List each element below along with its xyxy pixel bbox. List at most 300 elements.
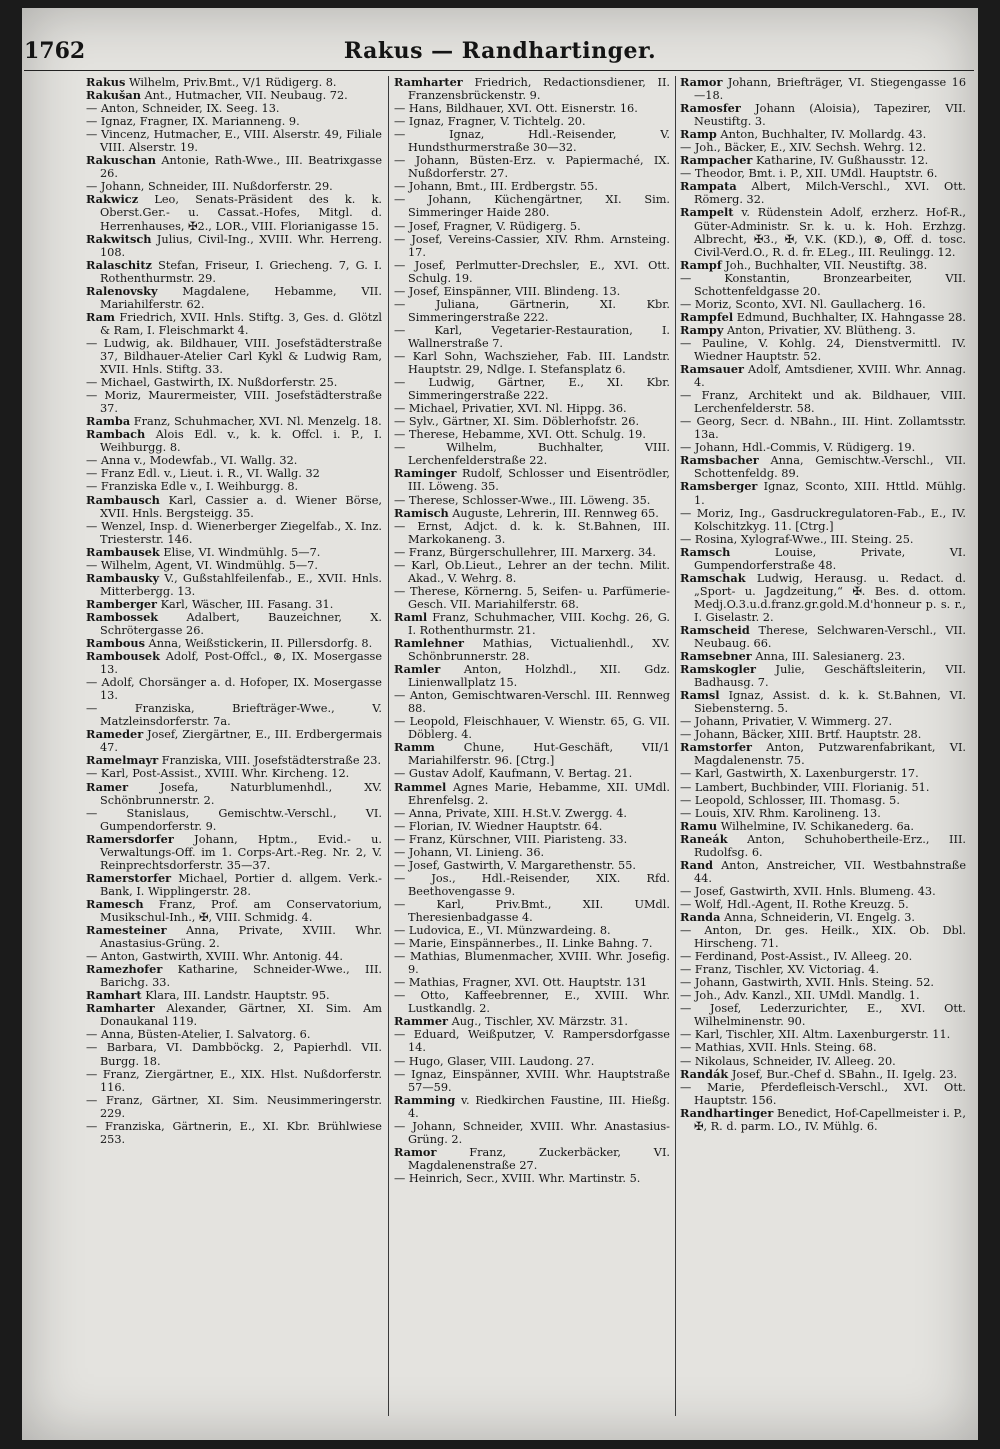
entry-surname: Rambach (86, 427, 146, 442)
directory-entry (680, 337, 966, 363)
entry-details: Rudolf, Schlosser und Eisentrödler, III. Löweng. 35. (408, 467, 670, 494)
entry-surname: Randhartinger (680, 1105, 774, 1120)
entry-details: Ant., Hutmacher, VII. Neubaug. 72. (144, 89, 348, 103)
entry-details: Julie, Geschäftsleiterin, VII. Badhausg. 7. (694, 663, 966, 690)
entry-surname: Ramesteiner (86, 923, 167, 938)
entry-details: Anna, Gemischtw.-Verschl., VII. Schottenfeldg. 89. (694, 454, 966, 481)
directory-entry (86, 898, 382, 924)
entry-details: — Josef, Einspänner, VIII. Blindeng. 13. (394, 284, 621, 298)
directory-entry (86, 676, 382, 702)
entry-details: — Anton, Dr. ges. Heilk., XIX. Ob. Dbl. Hirscheng. 71. (680, 924, 966, 951)
entry-details: — Mathias, Fragner, XVI. Ott. Hauptstr. 131 (394, 976, 648, 990)
directory-entry (394, 76, 670, 102)
entry-surname: Raml (394, 609, 428, 624)
directory-entry (680, 689, 966, 715)
entry-details: Anton, Schuhobertheile-Erz., III. Rudolfsg. 6. (694, 832, 966, 859)
entry-details: — Jos., Hdl.-Reisender, XIX. Rfd. Beethovengasse 9. (394, 871, 670, 898)
directory-entry (394, 546, 670, 559)
entry-details: — Joh., Adv. Kanzl., XII. UMdl. Mandlg. 1. (680, 989, 920, 1003)
entry-details: — Franz Edl. v., Lieut. i. R., VI. Wallg. 32 (86, 467, 320, 481)
directory-entry (86, 259, 382, 285)
directory-entry (86, 128, 382, 154)
entry-details: Stefan, Friseur, I. Griecheng. 7, G. I. Rothenthurmstr. 29. (100, 258, 382, 285)
entry-details: — Michael, Privatier, XVI. Nl. Hippg. 36. (394, 402, 627, 416)
directory-entry (86, 115, 382, 128)
entry-details: Ludwig, Herausg. u. Redact. d. „Sport- u. Jagdzeitung,“ ✠. Bes. d. ottom. Medj.O.3.u.d.franz.gr.gold.M.d'honneur p. s. r., I. Giselastr. 2. (694, 571, 966, 624)
directory-entry (394, 220, 670, 233)
directory-entry (86, 767, 382, 780)
directory-entry (680, 272, 966, 298)
directory-entry (394, 781, 670, 807)
entry-surname: Raminger (394, 466, 457, 481)
entry-details: Katharine, IV. Gußhausstr. 12. (755, 154, 929, 168)
entry-details: Josef, Bur.-Chef d. SBahn., II. Igelg. 23. (731, 1067, 958, 1081)
directory-entry (680, 76, 966, 102)
entry-surname: Ramhart (86, 988, 142, 1003)
entry-details: Franz, Prof. am Conservatorium, Musikschul-Inh., ✠, VIII. Schmidg. 4. (100, 897, 382, 924)
directory-entry (394, 585, 670, 611)
directory-entry (680, 154, 966, 167)
directory-entry (394, 402, 670, 415)
entry-details: — Ignaz, Fragner, IX. Marianneng. 9. (86, 115, 300, 129)
directory-entry (394, 1068, 670, 1094)
entry-surname: Ramosfer (680, 101, 741, 116)
directory-entry (394, 807, 670, 820)
directory-entry (680, 546, 966, 572)
entry-details: — Vincenz, Hutmacher, E., VIII. Alserstr. 49, Filiale VIII. Alserstr. 19. (86, 128, 382, 155)
entry-details: — Marie, Einspännerbes., II. Linke Bahng. 7. (394, 937, 653, 951)
entry-details: — Franz, Ziergärtner, E., XIX. Hlst. Nußdorferstr. 116. (86, 1067, 382, 1094)
entry-details: Edmund, Buchhalter, IX. Hahngasse 28. (736, 310, 966, 324)
entry-details: — Karl, Post-Assist., XVIII. Whr. Kircheng. 12. (86, 767, 350, 781)
entry-details: Therese, Selchwaren-Verschl., VII. Neubaug. 66. (694, 623, 966, 651)
directory-entry (86, 154, 382, 180)
entry-details: — Franziska Edle v., I. Weihburgg. 8. (86, 480, 299, 494)
directory-entry (394, 259, 670, 285)
entry-details: — Adolf, Chorsänger a. d. Hofoper, IX. Mosergasse 13. (86, 676, 382, 703)
entry-surname: Rambossek (86, 609, 159, 624)
directory-entry (394, 976, 670, 989)
entry-details: — Ludwig, Gärtner, E., XI. Kbr. Simmeringerstraße 222. (394, 376, 670, 403)
entry-details: — Karl, Gastwirth, X. Laxenburgerstr. 17. (680, 767, 919, 781)
entry-details: — Karl, Tischler, XII. Altm. Laxenburgerstr. 11. (680, 1028, 951, 1042)
entry-details: — Wolf, Hdl.-Agent, II. Rothe Kreuzg. 5. (680, 897, 909, 911)
directory-entry (680, 128, 966, 141)
entry-details: Klara, III. Landstr. Hauptstr. 95. (145, 989, 330, 1003)
directory-entry (86, 781, 382, 807)
entry-details: — Therese, Hebamme, XVI. Ott. Schulg. 19. (394, 428, 646, 442)
entry-details: — Franz, Architekt und ak. Bildhauer, VIII. Lerchenfelderstr. 58. (680, 389, 966, 416)
directory-entry (86, 337, 382, 376)
entry-details: Alois Edl. v., k. k. Offcl. i. P., I. Weihburgg. 8. (100, 428, 382, 455)
directory-entry (680, 807, 966, 820)
directory-entry (394, 989, 670, 1015)
directory-entry (394, 298, 670, 324)
entry-details: Ignaz, Sconto, XIII. Httld. Mühlg. 1. (694, 480, 966, 507)
entry-surname: Ramler (394, 662, 441, 677)
entry-details: Anton, Privatier, XV. Blütheng. 3. (726, 323, 916, 337)
directory-entry (86, 494, 382, 520)
entry-details: — Franz, Gärtner, XI. Sim. Neusimmeringerstr. 229. (86, 1093, 382, 1120)
entry-details: Agnes Marie, Hebamme, XII. UMdl. Ehrenfelsg. 2. (408, 780, 670, 807)
entry-details: Magdalene, Hebamme, VII. Mariahilferstr. 62. (100, 284, 382, 311)
entry-details: Aug., Tischler, XV. Märzstr. 31. (451, 1015, 628, 1029)
entry-details: V., Gußstahlfeilenfab., E., XVII. Hnls. Mitterbergg. 13. (100, 571, 382, 598)
entry-details: — Anton, Gemischtwaren-Verschl. III. Rennweg 88. (394, 689, 670, 716)
directory-entry (86, 467, 382, 480)
directory-entry (394, 611, 670, 637)
entry-details: — Pauline, V. Kohlg. 24, Dienstvermittl. IV. Wiedner Hauptstr. 52. (680, 336, 966, 363)
directory-entry (394, 559, 670, 585)
directory-entry (680, 741, 966, 767)
entry-details: Johann, Hptm., Evid.- u. Verwaltungs-Off. im 1. Corps-Art.-Reg. Nr. 2, V. Reinprechtsdorferstr. 35—37. (100, 832, 382, 872)
entry-details: — Karl, Vegetarier-Restauration, I. Wallnerstraße 7. (394, 323, 670, 350)
entry-details: Anna, III. Salesianerg. 23. (755, 650, 906, 664)
entry-details: Wilhelm, Priv.Bmt., V/1 Rüdigerg. 8. (128, 76, 337, 89)
directory-entry (680, 715, 966, 728)
entry-details: — Nikolaus, Schneider, IV. Alleeg. 20. (680, 1054, 896, 1068)
entry-surname: Ramsbacher (680, 453, 759, 468)
directory-entry (680, 911, 966, 924)
entry-details: — Karl, Ob.Lieut., Lehrer an der techn. Milit. Akad., V. Wehrg. 8. (394, 558, 670, 585)
entry-surname: Ramesch (86, 896, 144, 911)
entry-surname: Ramskogler (680, 662, 756, 677)
directory-entry (394, 741, 670, 767)
directory-entry (394, 285, 670, 298)
entry-surname: Rakwitsch (86, 231, 152, 246)
entry-details: Anton, Putzwarenfabrikant, VI. Magdalenenstr. 75. (694, 741, 966, 768)
directory-entry (394, 1055, 670, 1068)
entry-details: Franz, Schuhmacher, XVI. Nl. Menzelg. 18. (133, 415, 382, 429)
entry-details: — Wilhelm, Buchhalter, VIII. Lerchenfelderstraße 22. (394, 441, 670, 468)
directory-entry (86, 1002, 382, 1028)
entry-details: — Lambert, Buchbinder, VIII. Florianig. 51. (680, 780, 930, 794)
entry-details: — Wenzel, Insp. d. Wienerberger Ziegelfab., X. Inz. Triesterstr. 146. (86, 519, 382, 546)
entry-details: v. Rüdenstein Adolf, erzherz. Hof-R., Güter-Administr. Sr. k. u. k. Hoh. Erzhzg. Albrecht, ✠3., ✠, V.K. (KD.), ⊛, Off. d. tosc. Civil-Verd.O., R. d. fr. ELeg., III. Reulingg. 12. (694, 206, 966, 259)
column-left (86, 76, 382, 1416)
entry-surname: Ramscheid (680, 622, 750, 637)
entry-surname: Rampfel (680, 309, 734, 324)
directory-entry (680, 480, 966, 506)
entry-details: Anna, Schneiderin, VI. Engelg. 3. (724, 911, 915, 924)
directory-entry (394, 350, 670, 376)
page-header (24, 38, 976, 68)
entry-surname: Randa (680, 910, 721, 924)
entry-details: — Mathias, Blumenmacher, XVIII. Whr. Josefig. 9. (394, 950, 670, 977)
directory-entry (394, 520, 670, 546)
entry-details: — Wilhelm, Agent, VI. Windmühlg. 5—7. (86, 558, 318, 572)
entry-details: — Moriz, Sconto, XVI. Nl. Gaullacherg. 16. (680, 297, 926, 311)
directory-entry (394, 1120, 670, 1146)
directory-entry (86, 1041, 382, 1067)
entry-details: — Marie, Pferdefleisch-Verschl., XVI. Ott. Hauptstr. 156. (680, 1080, 966, 1107)
directory-entry (680, 950, 966, 963)
entry-surname: Ramstorfer (680, 740, 752, 755)
entry-details: — Georg, Secr. d. NBahn., III. Hint. Zollamtsstr. 13a. (680, 415, 966, 442)
entry-details: — Moriz, Ing., Gasdruckregulatoren-Fab., E., IV. Kolschitzkyg. 11. [Ctrg.] (680, 506, 966, 533)
entry-details: Wilhelmine, IV. Schikanederg. 6a. (720, 819, 914, 833)
directory-entry (680, 415, 966, 441)
entry-details: — Franz, Kürschner, VIII. Piaristeng. 33. (394, 832, 628, 846)
entry-details: Leo, Senats-Präsident des k. k. Oberst.Ger.- u. Cassat.-Hofes, Mitgl. d. Herrenhauses, ✠2., LOR., VIII. Florianigasse 15. (100, 193, 382, 233)
entry-details: Julius, Civil-Ing., XVIII. Whr. Herreng. 108. (100, 232, 382, 259)
entry-details: — Johann, Küchengärtner, XI. Sim. Simmeringer Haide 280. (394, 193, 670, 220)
entry-details: Chune, Hut-Geschäft, VII/1 Mariahilferstr. 96. [Ctrg.] (408, 741, 670, 768)
entry-surname: Ramisch (394, 505, 449, 520)
entry-surname: Ramsauer (680, 362, 744, 377)
entry-details: Adalbert, Bauzeichner, X. Schrötergasse 26. (100, 610, 382, 637)
entry-surname: Ramsl (680, 688, 720, 703)
entry-surname: Rambausky (86, 570, 160, 585)
directory-entry (86, 454, 382, 467)
entry-details: — Hugo, Glaser, VIII. Laudong. 27. (394, 1054, 595, 1068)
entry-details: Anna, Weißstickerin, II. Pillersdorfg. 8. (148, 637, 373, 651)
directory-entry (86, 728, 382, 754)
directory-entry (394, 833, 670, 846)
directory-entry (680, 924, 966, 950)
directory-entry (86, 285, 382, 311)
entry-details: Friedrich, Redactionsdiener, II. Franzensbrückenstr. 9. (408, 76, 670, 103)
directory-entry (86, 754, 382, 767)
directory-entry (680, 898, 966, 911)
directory-entry (86, 872, 382, 898)
directory-entry (394, 872, 670, 898)
entry-surname: Ramor (394, 1144, 437, 1159)
entry-surname: Ramsebner (680, 649, 752, 664)
entry-details: Anton, Anstreicher, VII. Westbahnstraße 44. (694, 858, 966, 885)
directory-entry (394, 467, 670, 493)
entry-details: Karl, Cassier a. d. Wiener Börse, XVII. Hnls. Bergsteigg. 35. (100, 493, 382, 520)
entry-details: — Sylv., Gärtner, XI. Sim. Döblerhofstr. 26. (394, 415, 640, 429)
directory-entry (394, 1094, 670, 1120)
directory-entry (680, 389, 966, 415)
entry-details: — Barbara, VI. Dambböckg. 2, Papierhdl. VII. Burgg. 18. (86, 1041, 382, 1068)
entry-surname: Rampy (680, 322, 724, 337)
directory-entry (394, 507, 670, 520)
entry-details: — Anna v., Modewfab., VI. Wallg. 32. (86, 454, 298, 468)
directory-entry (680, 1002, 966, 1028)
entry-details: — Ferdinand, Post-Assist., IV. Alleeg. 20. (680, 950, 913, 964)
directory-entry (394, 846, 670, 859)
entry-details: Josefa, Naturblumenhdl., XV. Schönbrunnerstr. 2. (100, 780, 382, 807)
entry-details: — Theodor, Bmt. i. P., XII. UMdl. Hauptstr. 6. (680, 167, 938, 181)
directory-entry (86, 233, 382, 259)
entry-surname: Rakus (86, 76, 126, 89)
directory-entry (680, 572, 966, 624)
directory-entry (394, 180, 670, 193)
entry-surname: Ramsch (680, 544, 731, 559)
entry-details: — Karl, Priv.Bmt., XII. UMdl. Theresienbadgasse 4. (394, 897, 670, 924)
entry-details: — Anna, Private, XIII. H.St.V. Zwergg. 4. (394, 806, 627, 820)
entry-surname: Ramerstorfer (86, 870, 172, 885)
directory-entry (680, 259, 966, 272)
entry-details: — Anna, Büsten-Atelier, I. Salvatorg. 6. (86, 1028, 311, 1042)
entry-details: Mathias, Victualienhdl., XV. Schönbrunnerstr. 28. (408, 637, 670, 664)
directory-entry (680, 885, 966, 898)
directory-entry (394, 1028, 670, 1054)
directory-entry (394, 128, 670, 154)
directory-entry (394, 441, 670, 467)
entry-details: — Ignaz, Fragner, V. Tichtelg. 20. (394, 115, 586, 129)
entry-surname: Ramharter (394, 76, 463, 89)
entry-surname: Rambausch (86, 492, 160, 507)
entry-surname: Rakuschan (86, 153, 156, 168)
entry-details: — Johann, VI. Linieng. 36. (394, 845, 545, 859)
entry-details: Johann, Briefträger, VI. Stiegengasse 16—18. (694, 76, 966, 103)
entry-surname: Rampelt (680, 205, 734, 220)
directory-entry (394, 689, 670, 715)
directory-entry (680, 324, 966, 337)
entry-details: Anton, Holzhdl., XII. Gdz. Linienwallplatz 15. (408, 663, 670, 690)
directory-entry (394, 428, 670, 441)
entry-details: Elise, VI. Windmühlg. 5—7. (163, 545, 321, 559)
entry-details: Adolf, Amtsdiener, XVIII. Whr. Annag. 4. (694, 363, 966, 390)
entry-details: — Ludwig, ak. Bildhauer, VIII. Josefstädterstraße 37, Bildhauer-Atelier Carl Kykl & Ludwig Ram, XVII. Hnls. Stiftg. 33. (86, 336, 382, 377)
directory-entry (680, 1107, 966, 1133)
entry-details: — Ernst, Adjct. d. k. k. St.Bahnen, III. Markokaneng. 3. (394, 519, 670, 546)
entry-details: — Konstantin, Bronzearbeiter, VII. Schottenfeldgasse 20. (680, 271, 966, 298)
entry-details: — Josef, Gastwirth, V. Margarethenstr. 55. (394, 858, 636, 872)
entry-surname: Ramu (680, 818, 718, 833)
entry-details: Albert, Milch-Verschl., XVI. Ott. Römerg. 32. (694, 180, 966, 207)
entry-details: — Johann, Bäcker, XIII. Brtf. Hauptstr. 28. (680, 728, 922, 742)
entry-surname: Rampacher (680, 153, 753, 168)
entry-details: Benedict, Hof-Capellmeister i. P., ✠, R. d. parm. LO., IV. Mühlg. 6. (694, 1106, 966, 1133)
entry-details: Karl, Wäscher, III. Fasang. 31. (160, 597, 334, 611)
entry-details: — Josef, Gastwirth, XVII. Hnls. Blumeng. 43. (680, 884, 936, 898)
directory-entry (394, 898, 670, 924)
directory-entry (86, 963, 382, 989)
column-divider (388, 76, 389, 1416)
entry-details: Franziska, VIII. Josefstädterstraße 23. (161, 754, 382, 768)
entry-details: — Gustav Adolf, Kaufmann, V. Bertag. 21. (394, 767, 633, 781)
entry-details: — Juliana, Gärtnerin, XI. Kbr. Simmeringerstraße 222. (394, 297, 670, 324)
entry-details: Joh., Buchhalter, VII. Neustiftg. 38. (725, 258, 928, 272)
entry-details: — Johann, Hdl.-Commis, V. Rüdigerg. 19. (680, 441, 916, 455)
entry-surname: Ramsberger (680, 479, 758, 494)
directory-entry (86, 428, 382, 454)
directory-entry (680, 767, 966, 780)
directory-entry (394, 376, 670, 402)
directory-entry (86, 546, 382, 559)
directory-entry (394, 715, 670, 741)
entry-surname: Rammer (394, 1014, 449, 1029)
directory-entry (86, 1120, 382, 1146)
entry-details: — Ludovica, E., VI. Münzwardeing. 8. (394, 924, 611, 938)
directory-entry (86, 89, 382, 102)
directory-entry (394, 1146, 670, 1172)
directory-entry (86, 311, 382, 337)
entry-details: — Franz, Tischler, XV. Victoriag. 4. (680, 963, 880, 977)
entry-surname: Rampf (680, 257, 722, 272)
entry-details: — Franziska, Briefträger-Wwe., V. Matzleinsdorferstr. 7a. (86, 702, 382, 729)
entry-details: — Johann, Schneider, III. Nußdorferstr. 29. (86, 180, 333, 194)
entry-surname: Rameder (86, 727, 144, 742)
entry-details: — Johann, Bmt., III. Erdbergstr. 55. (394, 180, 598, 194)
directory-entry (680, 989, 966, 1002)
entry-details: — Heinrich, Secr., XVIII. Whr. Martinstr. 5. (394, 1171, 641, 1185)
directory-entry (680, 1081, 966, 1107)
entry-details: Josef, Ziergärtner, E., III. Erdbergermais 47. (100, 728, 382, 755)
entry-details: Michael, Portier d. allgem. Verk.-Bank, I. Wipplingerstr. 28. (100, 871, 382, 898)
entry-details: — Franz, Bürgerschullehrer, III. Marxerg. 34. (394, 545, 656, 559)
directory-entry (86, 807, 382, 833)
directory-entry (394, 102, 670, 115)
entry-details: — Johann, Gastwirth, XVII. Hnls. Steing. 52. (680, 976, 934, 990)
column-right (680, 76, 966, 1416)
directory-entry (394, 154, 670, 180)
entry-surname: Ramer (86, 779, 129, 794)
directory-entry (86, 102, 382, 115)
directory-entry (680, 781, 966, 794)
entry-surname: Ramberger (86, 596, 157, 611)
entry-details: — Leopold, Schlosser, III. Thomasg. 5. (680, 793, 900, 807)
directory-entry (680, 624, 966, 650)
entry-details: — Therese, Körnerng. 5, Seifen- u. Parfümerie-Gesch. VII. Mariahilferstr. 68. (394, 584, 670, 611)
directory-entry (394, 415, 670, 428)
directory-entry (394, 637, 670, 663)
entry-surname: Randák (680, 1066, 729, 1081)
directory-entry (394, 937, 670, 950)
entry-surname: Ramp (680, 127, 717, 142)
directory-entry (680, 363, 966, 389)
directory-entry (680, 976, 966, 989)
directory-entry (394, 193, 670, 219)
entry-details: — Rosina, Xylograf-Wwe., III. Steing. 25. (680, 532, 914, 546)
directory-entry (680, 102, 966, 128)
entry-details: — Ignaz, Einspänner, XVIII. Whr. Hauptstraße 57—59. (394, 1067, 670, 1094)
entry-surname: Ramharter (86, 1001, 155, 1016)
entry-details: — Franziska, Gärtnerin, E., XI. Kbr. Brühlwiese 253. (86, 1119, 382, 1146)
entry-details: — Josef, Lederzurichter, E., XVI. Ott. Wilhelminenstr. 90. (680, 1002, 966, 1029)
entry-surname: Ramm (394, 740, 435, 755)
entry-details: Louise, Private, VI. Gumpendorferstraße 48. (694, 545, 966, 572)
entry-details: — Johann, Privatier, V. Wimmerg. 27. (680, 715, 893, 729)
directory-entry (680, 454, 966, 480)
directory-entry (86, 650, 382, 676)
entry-surname: Ramba (86, 414, 131, 429)
entry-details: — Otto, Kaffeebrenner, E., XVIII. Whr. Lustkandlg. 2. (394, 989, 670, 1016)
directory-entry (86, 193, 382, 232)
entry-surname: Ramming (394, 1092, 456, 1107)
directory-entry (680, 859, 966, 885)
entry-details: Alexander, Gärtner, XI. Sim. Am Donaukanal 119. (100, 1002, 382, 1029)
entry-details: — Anton, Schneider, IX. Seeg. 13. (86, 102, 280, 116)
entry-surname: Rambausek (86, 544, 160, 559)
directory-entry (86, 376, 382, 389)
entry-details: — Ignaz, Hdl.-Reisender, V. Hundsthurmerstraße 30—32. (394, 128, 670, 155)
directory-entry (394, 1015, 670, 1028)
entry-surname: Raneák (680, 831, 728, 846)
entry-details: Adolf, Post-Offcl., ⊛, IX. Mosergasse 13. (100, 650, 382, 677)
directory-entry (86, 1068, 382, 1094)
directory-entry (680, 833, 966, 859)
directory-entry (86, 833, 382, 872)
directory-entry (394, 859, 670, 872)
entry-details: — Johann, Büsten-Erz. v. Papiermaché, IX. Nußdorferstr. 27. (394, 154, 670, 181)
entry-details: — Moriz, Maurermeister, VIII. Josefstädterstraße 37. (86, 389, 382, 416)
directory-entry (680, 507, 966, 533)
entry-details: Franz, Zuckerbäcker, VI. Magdalenenstraße 27. (408, 1145, 670, 1172)
entry-details: — Hans, Bildhauer, XVI. Ott. Eisnerstr. 16. (394, 102, 638, 116)
entry-surname: Rambous (86, 636, 145, 651)
entry-details: — Eduard, Weißputzer, V. Rampersdorfgasse 14. (394, 1028, 670, 1055)
directory-entry (86, 520, 382, 546)
directory-entry (394, 115, 670, 128)
entry-details: — Johann, Schneider, XVIII. Whr. Anastasius-Grüng. 2. (394, 1119, 670, 1146)
directory-entry (86, 1094, 382, 1120)
entry-surname: Ralaschitz (86, 257, 152, 272)
